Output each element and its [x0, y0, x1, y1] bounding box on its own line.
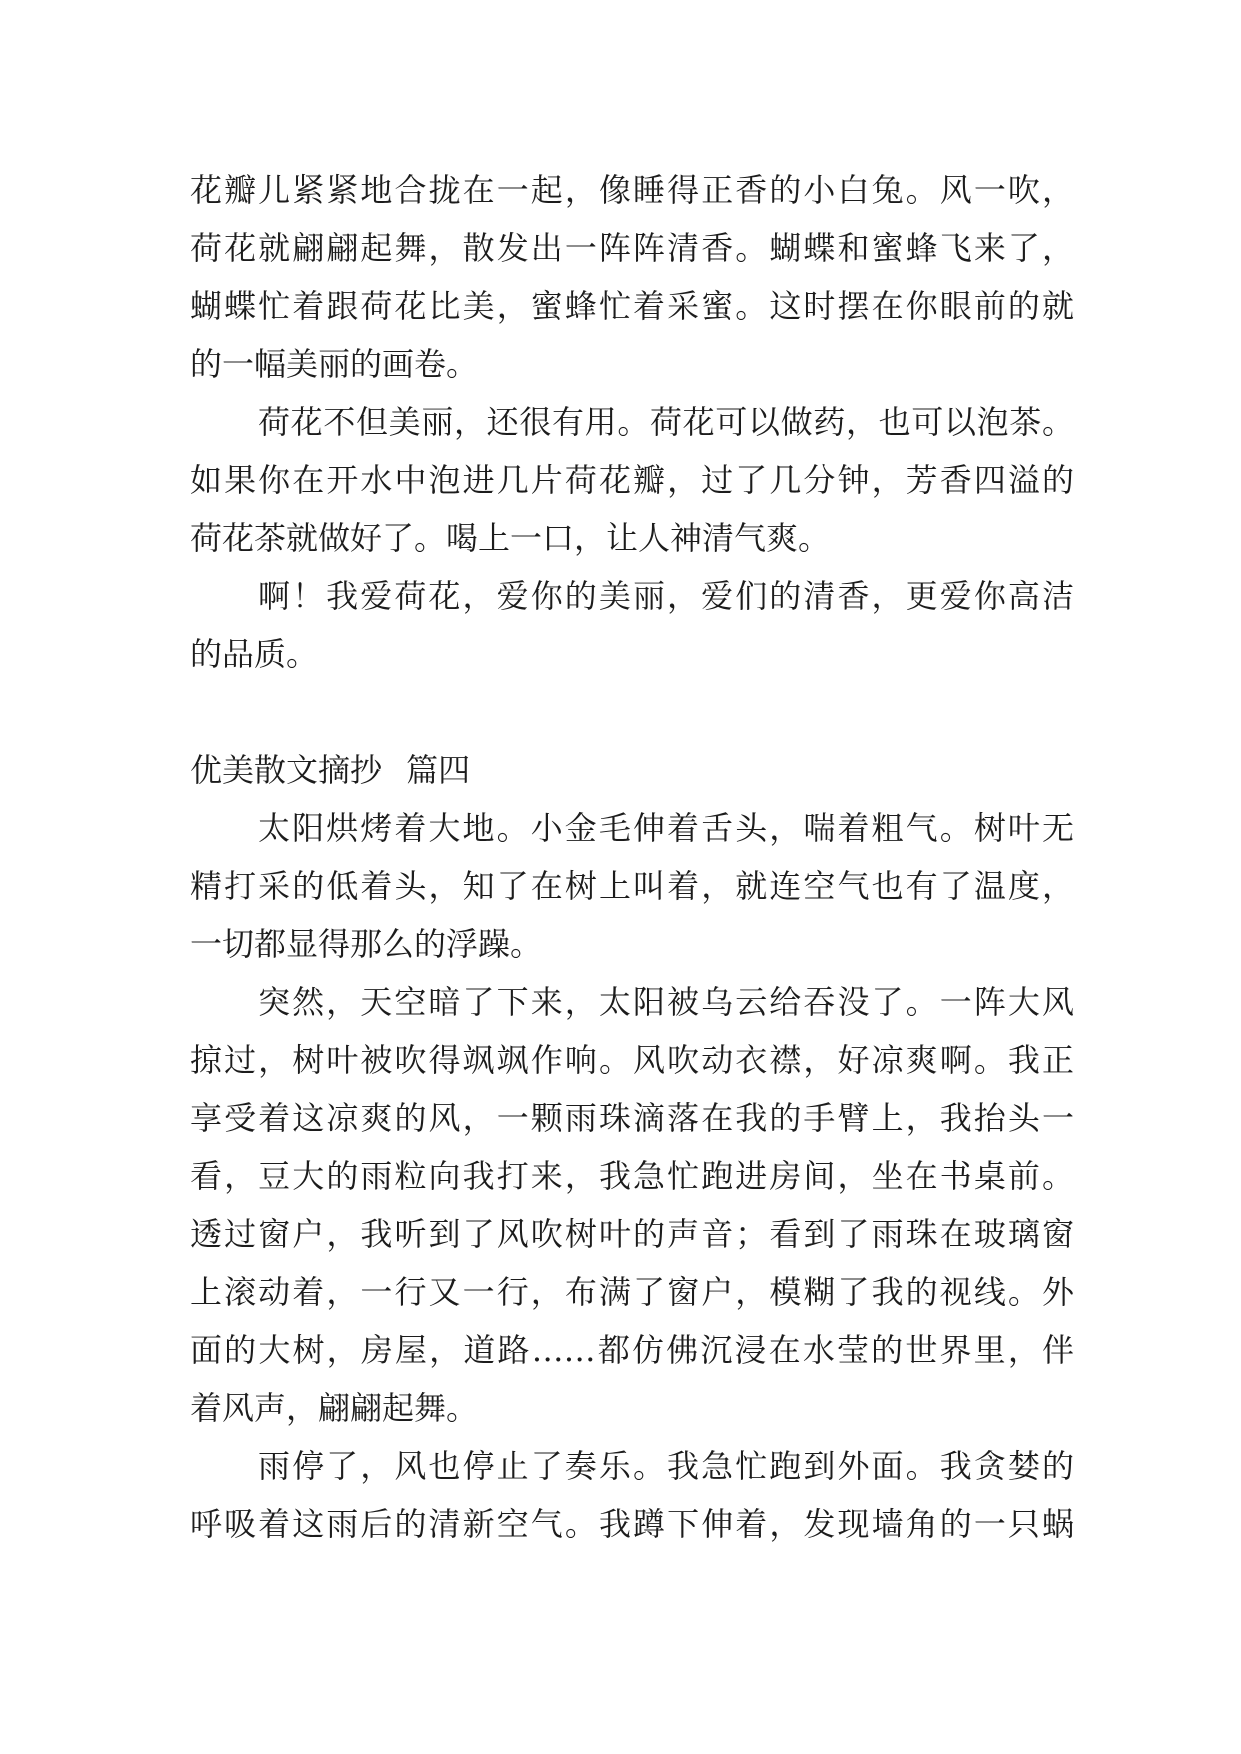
text-line: 太阳烘烤着大地。小金毛伸着舌头，喘着粗气。树叶无: [258, 809, 1074, 847]
text-line: 荷花就翩翩起舞，散发出一阵阵清香。蝴蝶和蜜蜂飞来了，: [190, 229, 1074, 267]
text-line: 的一幅美丽的画卷。: [190, 345, 479, 383]
text-line: 着风声，翩翩起舞。: [190, 1389, 479, 1427]
text-line: 享受着这凉爽的风，一颗雨珠滴落在我的手臂上，我抬头一: [190, 1099, 1074, 1137]
text-line: 荷花不但美丽，还很有用。荷花可以做药，也可以泡茶。: [258, 403, 1074, 441]
text-line: 一切都显得那么的浮躁。: [190, 925, 543, 963]
text-line: 蝴蝶忙着跟荷花比美，蜜蜂忙着采蜜。这时摆在你眼前的就: [190, 287, 1074, 325]
text-line: 透过窗户，我听到了风吹树叶的声音；看到了雨珠在玻璃窗: [190, 1215, 1074, 1253]
text-line: 看，豆大的雨粒向我打来，我急忙跑进房间，坐在书桌前。: [190, 1157, 1074, 1195]
text-line: 精打采的低着头，知了在树上叫着，就连空气也有了温度，: [190, 867, 1074, 905]
text-line: 上滚动着，一行又一行，布满了窗户，模糊了我的视线。外: [190, 1273, 1074, 1311]
text-line: 面的大树，房屋，道路……都仿佛沉浸在水莹的世界里，伴: [190, 1331, 1074, 1369]
text-line: 的品质。: [190, 635, 319, 673]
paragraph: [190, 161, 1074, 393]
paragraph: [190, 799, 1074, 973]
text-line: 突然，天空暗了下来，太阳被乌云给吞没了。一阵大风: [258, 983, 1074, 1021]
text-line: 啊！我爱荷花，爱你的美丽，爱们的清香，更爱你高洁: [258, 577, 1074, 615]
text-line: 掠过，树叶被吹得飒飒作响。风吹动衣襟，好凉爽啊。我正: [190, 1041, 1074, 1079]
text-line: 荷花茶就做好了。喝上一口，让人神清气爽。: [190, 519, 831, 557]
paragraph: [190, 973, 1074, 1437]
document-body: [190, 161, 1074, 1553]
text-line: 雨停了，风也停止了奏乐。我急忙跑到外面。我贪婪的: [258, 1447, 1074, 1485]
paragraph: [190, 393, 1074, 567]
text-line: 花瓣儿紧紧地合拢在一起，像睡得正香的小白兔。风一吹，: [190, 171, 1074, 209]
section-heading: 优美散文摘抄 篇四: [190, 751, 471, 789]
text-line: 如果你在开水中泡进几片荷花瓣，过了几分钟，芳香四溢的: [190, 461, 1074, 499]
text-line: 呼吸着这雨后的清新空气。我蹲下伸着，发现墙角的一只蜗: [190, 1505, 1074, 1543]
paragraph: [190, 1437, 1074, 1553]
paragraph: [190, 567, 1074, 683]
